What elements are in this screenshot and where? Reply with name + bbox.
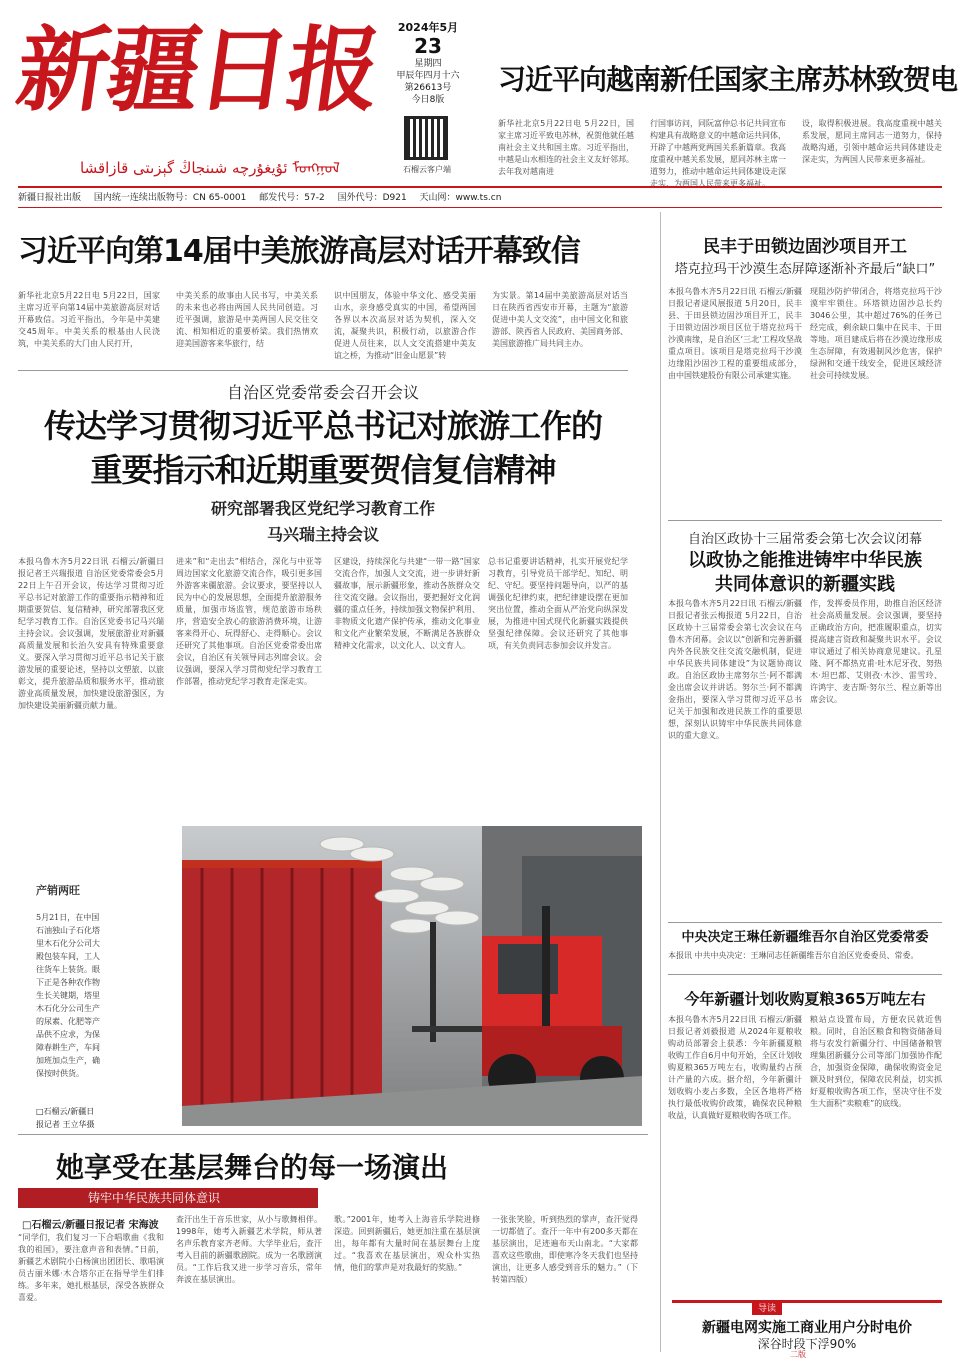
right2-headline-line2[interactable]: 共同体意识的新疆实践 [715, 574, 895, 595]
story4-col-3: 歌。”2001年，她考入上海音乐学院进修深造。回到新疆后，她更加注重在基层演出，每年都有大量时间在基层舞台上度过。“我喜欢在基层演出，观众朴实热情，他们的掌声是对我最好的奖励。” [334, 1215, 480, 1272]
date-year-month: 2024年5月 [397, 21, 459, 34]
story4-headline[interactable]: 她享受在基层舞台的每一场演出 [56, 1151, 449, 1184]
info-postal-code: 邮发代号：57-2 [259, 193, 325, 203]
right4-headline[interactable]: 今年新疆计划收购夏粮365万吨左右 [684, 990, 926, 1008]
divider [668, 974, 942, 975]
right1-col-1: 本报乌鲁木齐5月22日讯 石榴云/新疆日报记者逯风展报道 5月20日，民丰县、于田县锁边固沙项目开工，民丰于田锁边固沙项目区位于塔克拉玛干沙漠南缘，是自治区‘三北’工程攻坚战重点项目。该项目是塔克拉玛干沙漠边缘阻沙固沙工程的重要组成部分，由中国铁建股份有限公司承建实施。 [668, 287, 802, 380]
date-day: 23 [414, 34, 442, 58]
right3-text: 本报讯 中共中央决定：王琳同志任新疆维吾尔自治区党委委员、常委。 [668, 951, 919, 960]
right2-kicker: 自治区政协十三届常委会第七次会议闭幕 [687, 532, 922, 547]
story3-headline-line1[interactable]: 传达学习贯彻习近平总书记对旅游工作的 [43, 407, 602, 445]
divider [18, 370, 628, 371]
story2-col-4: 为实景。第14届中美旅游高层对话当日在陕西省西安市开幕，主题为“旅游促进中美人文交流”，由中国文化和旅游部、陕西省人民政府、美国商务部、美国旅游推广局共同主办。 [492, 291, 628, 348]
lead-col-1: 新华社北京5月22日电 5月22日，国家主席习近平致电苏林，祝贺他就任越南社会主义共和国主席。习近平指出，中越是山水相连的社会主义友好邻邦。去年我对越南进 [498, 119, 634, 176]
masthead-title: 新疆日报 [10, 16, 386, 124]
right1-col-2: 现阻沙防护带闭合，将塔克拉玛干沙漠牢牢锁住。环塔锁边固沙总长约3046公里，其中超过76%的任务已经完成，剩余缺口集中在民丰、于田等地。项目建成后将在沙漠边缘形成生态屏障，有效遏制风沙危害，保护绿洲和交通干线安全，促进区域经济社会可持续发展。 [810, 287, 942, 380]
info-website[interactable]: 天山网：www.ts.cn [419, 193, 502, 203]
qr-code-icon[interactable] [404, 116, 448, 160]
date-lunar: 甲辰年四月十六 [396, 71, 460, 81]
info-cn-number: 国内统一连续出版物号：CN 65-0001 [93, 193, 247, 203]
story4-byline: □石榴云/新疆日报记者 宋海波 [22, 1220, 159, 1231]
divider [668, 520, 942, 521]
masthead [10, 14, 386, 177]
right4-col-2: 粮站点设置布局，方便农民就近售粮。同时，自治区粮食和物资储备局将与农发行新疆分行、中国储备粮管理集团新疆分公司等部门加强协作配合，加强资金保障，确保收购资金足额及时到位，保障农民利益，切实抓好夏粮收购各项工作，坚决守住不发生大面积“卖粮难”的底线。 [810, 1015, 942, 1108]
lead-headline[interactable]: 习近平向越南新任国家主席苏林致贺电 [498, 63, 958, 96]
guide-headline[interactable]: 新疆电网实施工商业用户分时电价 [702, 1320, 912, 1336]
story4-col-1: “同学们，我们复习一下合唱歌曲《我和我的祖国》，要注意声音和表情。”日前，新疆艺术剧院小白杨演出团团长、歌唱演员古丽米娜·木合塔尔正在指导学生们排练。多年来，她扎根基层，深受各族群众喜爱。 [18, 1233, 164, 1302]
info-foreign-code: 国外代号：D921 [337, 193, 407, 203]
divider [668, 922, 942, 923]
photo-caption-block [36, 884, 102, 1131]
story3-col-3: 区建设，持续深化与共建“一带一路”国家交流合作，加强人文交流，进一步讲好新疆故事，展示新疆形象，推动各族群众交往交流交融。会议指出，要把握好文化润疆的重点任务，持续加强文物保护利用、非物质文化遗产保护传承，推动文化事业和文化产业繁荣发展，不断满足各族群众精神文化需求，以文化人、以文育人。 [334, 557, 480, 650]
masthead-multilingual-subtitle: ئۇيغۇرچە شىنجاڭ گېزىتى قازاقشا ᠮᠣᠩᠭᠣᠯ [80, 159, 340, 177]
story2-col-3: 识中国朋友，体验中华文化、感受美丽山水，亲身感受真实的中国，希望两国各界以本次高层对话为契机，深入交流，凝聚共识，积极行动，以旅游合作促进人员往来，以人文交流搭建中美友谊之桥，为推动“旧金山愿景”转 [334, 291, 476, 360]
story3-col-4: 总书记重要讲话精神，扎实开展党纪学习教育，引导党员干部学纪、知纪、明纪、守纪。要坚持问题导向，以严的基调强化纪律约束，把纪律建设摆在更加突出位置，推动全面从严治党向纵深发展，为推进中国式现代化新疆实践提供坚强纪律保障。会议还研究了其他事项，有关负责同志参加会议并发言。 [488, 557, 628, 650]
divider [18, 1134, 648, 1135]
story4-col-2: 查汗出生于音乐世家，从小与歌舞相伴。1998年，她考入新疆艺术学院，师从著名声乐教育家齐老师。大学毕业后，查汗考入目前的新疆歌剧院。成为一名歌剧演员。“工作后我又进一步学习音乐，常年奔波在基层演出。 [176, 1215, 322, 1284]
guide-page: 二版 [790, 1350, 806, 1359]
story3-kicker: 自治区党委常委会召开会议 [226, 383, 419, 402]
date-pages: 今日8版 [411, 95, 445, 105]
right2-col-1: 本报乌鲁木齐5月22日讯 石榴云/新疆日报记者张云梅报道 5月22日，自治区政协十三届常委会第七次会议在乌鲁木齐闭幕。会议以“创新和完善新疆内外各民族交往交流交融机制，促进中华民族共同体建设”为议题协商议政。自治区政协主席努尔兰·阿不都满金出席会议并讲话。努尔兰·阿不都满金指出，要深入学习贯彻习近平总书记关于加强和改进民族工作的重要思想，深刻认识铸牢中华民族共同体意识的重大意义。 [668, 599, 802, 740]
column-divider [660, 212, 661, 1352]
news-photo [182, 826, 642, 1126]
guide-label: 导读 [752, 1300, 782, 1315]
date-weekday: 星期四 [414, 59, 442, 69]
story4-col-4: 一张张笑脸，听到热烈的掌声，查汗觉得一切都值了。查汗一年中有200多天都在基层演出，足迹遍布天山南北。“大家都喜欢这些歌曲，即使寒冷冬天我们也坚持演出，让更多人感受到音乐的魅力。”（下转第四版） [492, 1215, 638, 1284]
story3-subhead-1: 研究部署我区党纪学习教育工作 [210, 499, 435, 518]
guide-subhead: 深谷时段下浮90% [757, 1337, 857, 1351]
photo-credit: □石榴云/新疆日报记者 王立华摄 [36, 1107, 95, 1129]
story3-headline-line2[interactable]: 重要指示和近期重要贺信复信精神 [90, 451, 556, 489]
right1-subhead: 塔克拉玛干沙漠生态屏障逐渐补齐最后“缺口” [674, 262, 936, 277]
right1-headline[interactable]: 民丰于田锁边固沙项目开工 [703, 237, 907, 257]
story3-col-1: 本报乌鲁木齐5月22日讯 石榴云/新疆日报记者王兴瑞报道 自治区党委常委会5月22日上午召开会议，传达学习贯彻习近平总书记对旅游工作的重要指示精神和近期重要贺信、复信精神，研究部署我区党纪学习教育工作。自治区党委书记马兴瑞主持会议。会议强调，发展旅游业对新疆高质量发展和长治久安具有特殊重要意义。要深入学习贯彻习近平总书记关于旅游发展的重要论述，坚持以文塑旅、以旅彰文，提升旅游品质和服务水平，推动旅游业高质量发展，加快建设旅游强区，为加快建设美丽新疆贡献力量。 [18, 557, 164, 710]
photo-title: 产销两旺 [36, 884, 80, 897]
right2-col-2: 作，发挥委员作用，助推自治区经济社会高质量发展。会议强调，要坚持正确政治方向，把准履职重点，切实提高建言资政和凝聚共识水平。会议审议通过了相关协商意见建议。孔星隆、阿不都热克甫·吐木尼牙孜、努热木·坦巴都、艾则孜·木沙、雷雪玲、许鸿宇、麦吉斯·努尔兰、程立新等出席会议。 [810, 599, 942, 704]
story3-subhead-2: 马兴瑞主持会议 [266, 525, 379, 544]
lead-col-2: 行国事访问，同阮富仲总书记共同宣布构建具有战略意义的中越命运共同体，开辟了中越两党两国关系新篇章。我高度重视中越关系发展，愿同苏林主席一道努力，推动中越命运共同体建设走深走实，为两国人民带来更多福祉。 [650, 119, 786, 188]
right3-headline[interactable]: 中央决定王琳任新疆维吾尔自治区党委常委 [681, 930, 929, 945]
date-issue: 第26613号 [404, 83, 452, 93]
lead-col-3: 设，取得积极进展。我高度重视中越关系发展，愿同主席同志一道努力，保持战略沟通，引领中越命运共同体建设走深走实，为两国人民带来更多福祉。 [802, 119, 942, 164]
warehouse-forklift-image [182, 826, 642, 1126]
right2-headline-line1[interactable]: 以政协之能推进铸牢中华民族 [688, 550, 922, 571]
story2-col-1: 新华社北京5月22日电 5月22日，国家主席习近平向第14届中美旅游高层对话开幕致信。习近平指出，今年是中美建交45周年。中美关系的根基由人民浇筑，中美关系的大门由人民打开， [18, 291, 160, 348]
story2-headline[interactable]: 习近平向第14届中美旅游高层对话开幕致信 [18, 234, 580, 269]
right4-col-1: 本报乌鲁木齐5月22日讯 石榴云/新疆日报记者刘毅报道 从2024年夏粮收购动员部署会上获悉：今年新疆夏粮收购工作自6月中旬开始，全区计划收购夏粮365万吨左右，收购量约占预计产量的六成。据介绍，今年新疆计划收购小麦占多数，全区各地将严格执行最低收购价政策，确保农民种粮收益，认真做好夏粮收购各项工作。 [668, 1015, 802, 1120]
info-publisher: 新疆日报社出版 [18, 193, 82, 203]
guide-box[interactable] [672, 1300, 942, 1359]
date-block [396, 22, 460, 106]
story4-banner: 铸牢中华民族共同体意识 [18, 1188, 318, 1208]
qr-caption: 石榴云客户端 [403, 165, 451, 174]
story3-col-2: 进来”和“走出去”相结合，深化与中亚等周边国家文化旅游交流合作，吸引更多国外游客来疆旅游。会议要求，要坚持以人民为中心的发展思想，全面提升旅游服务质量，加强市场监管，规范旅游市场秩序，营造安全放心的旅游消费环境，让游客来得开心、玩得舒心、走得顺心。会议还研究了其他事项。自治区党委常委出席会议，自治区有关领导同志列席会议。会议强调，要深入学习贯彻党纪学习教育工作部署，推动党纪学习教育走深走实。 [176, 557, 322, 686]
photo-caption: 5月21日，在中国石油独山子石化塔里木石化分公司大殿包装车间，工人往货车上装货。眼下正是各种农作物生长关键期，塔里木石化分公司生产的尿素、化肥等产品供不应求，为保障春耕生产，车间加班加点生产，确保按时供货。 [36, 913, 100, 1078]
publication-info-bar [18, 186, 942, 208]
story2-col-2: 中美关系的故事由人民书写，中美关系的未来也必将由两国人民共同创造。习近平强调，旅游是中美两国人民交往交流、相知相近的重要桥梁。我们热情欢迎美国游客来华旅行，结 [176, 291, 318, 348]
